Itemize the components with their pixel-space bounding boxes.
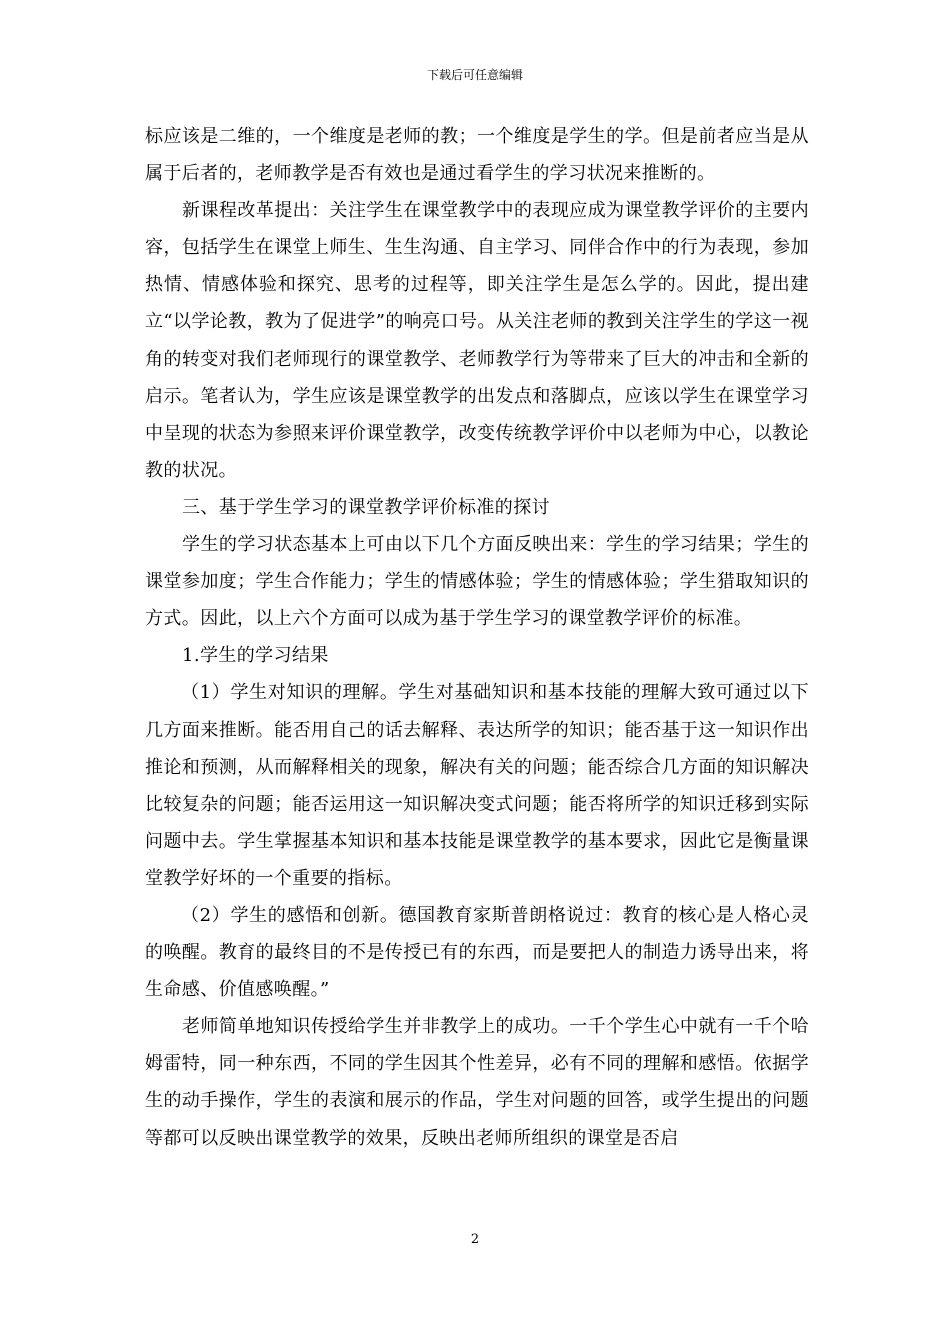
section-heading-3: 三、基于学生学习的课堂教学评价标准的探讨 [182,496,550,518]
paragraph-knowledge-understanding: （1）学生对知识的理解。学生对基础知识和基本技能的理解大致可通过以下几方面来推断。能否用自己的话去解释、表达所学的知识；能否基于这一知识作出推论和预测，从而解释相关的现象，解决有关的问题；能否综合几方面的知识解决比较复杂的问题；能否运用这一知识解决变式问题；能否将所学的知识迁移到实际问题中去。学生掌握基本知识和基本技能是课堂教学的基本要求，因此它是衡量课堂教学好坏的一个重要的指标。 [145,682,809,889]
paragraph-continuation: 标应该是二维的，一个维度是老师的教；一个维度是学生的学。但是前者应当是从属于后者的，老师教学是否有效也是通过看学生的学习状况来推断的。 [145,126,809,185]
paragraph-insight-innovation: （2）学生的感悟和创新。德国教育家斯普朗格说过：教育的核心是人格心灵的唤醒。教育的最终目的不是传授已有的东西，而是要把人的制造力诱导出来，将生命感、价值感唤醒。” [145,904,809,1001]
paragraph-curriculum-reform: 新课程改革提出：关注学生在课堂教学中的表现应成为课堂教学评价的主要内容，包括学生在课堂上师生、生生沟通、自主学习、同伴合作中的行为表现，参加热情、情感体验和探究、思考的过程等，即关注学生是怎么学的。因此，提出建立“以学论教，教为了促进学”的响亮口号。从关注老师的教到关注学生的学这一视角的转变对我们老师现行的课堂教学、老师教学行为等带来了巨大的冲击和全新的启示。笔者认为，学生应该是课堂教学的出发点和落脚点，应该以学生在课堂学习中呈现的状态为参照来评价课堂教学，改变传统教学评价中以老师为中心，以教论教的状况。 [145,200,809,481]
page-header: 下载后可任意编辑 [426,68,523,82]
page-number: 2 [470,1232,480,1247]
subheading-learning-results: 1.学生的学习结果 [182,645,329,667]
paragraph-teacher-transmission: 老师简单地知识传授给学生并非教学上的成功。一千个学生心中就有一千个哈姆雷特，同一种东西，不同的学生因其个性差异，必有不同的理解和感悟。依据学生的动手操作，学生的表演和展示的作品，学生对问题的回答，或学生提出的问题等都可以反映出课堂教学的效果，反映出老师所组织的课堂是否启 [145,1016,809,1149]
body-text [145,118,809,1157]
paragraph-learning-state: 学生的学习状态基本上可由以下几个方面反映出来：学生的学习结果；学生的课堂参加度；学生合作能力；学生的情感体验；学生的情感体验；学生猎取知识的方式。因此，以上六个方面可以成为基于学生学习的课堂教学评价的标准。 [145,534,809,630]
